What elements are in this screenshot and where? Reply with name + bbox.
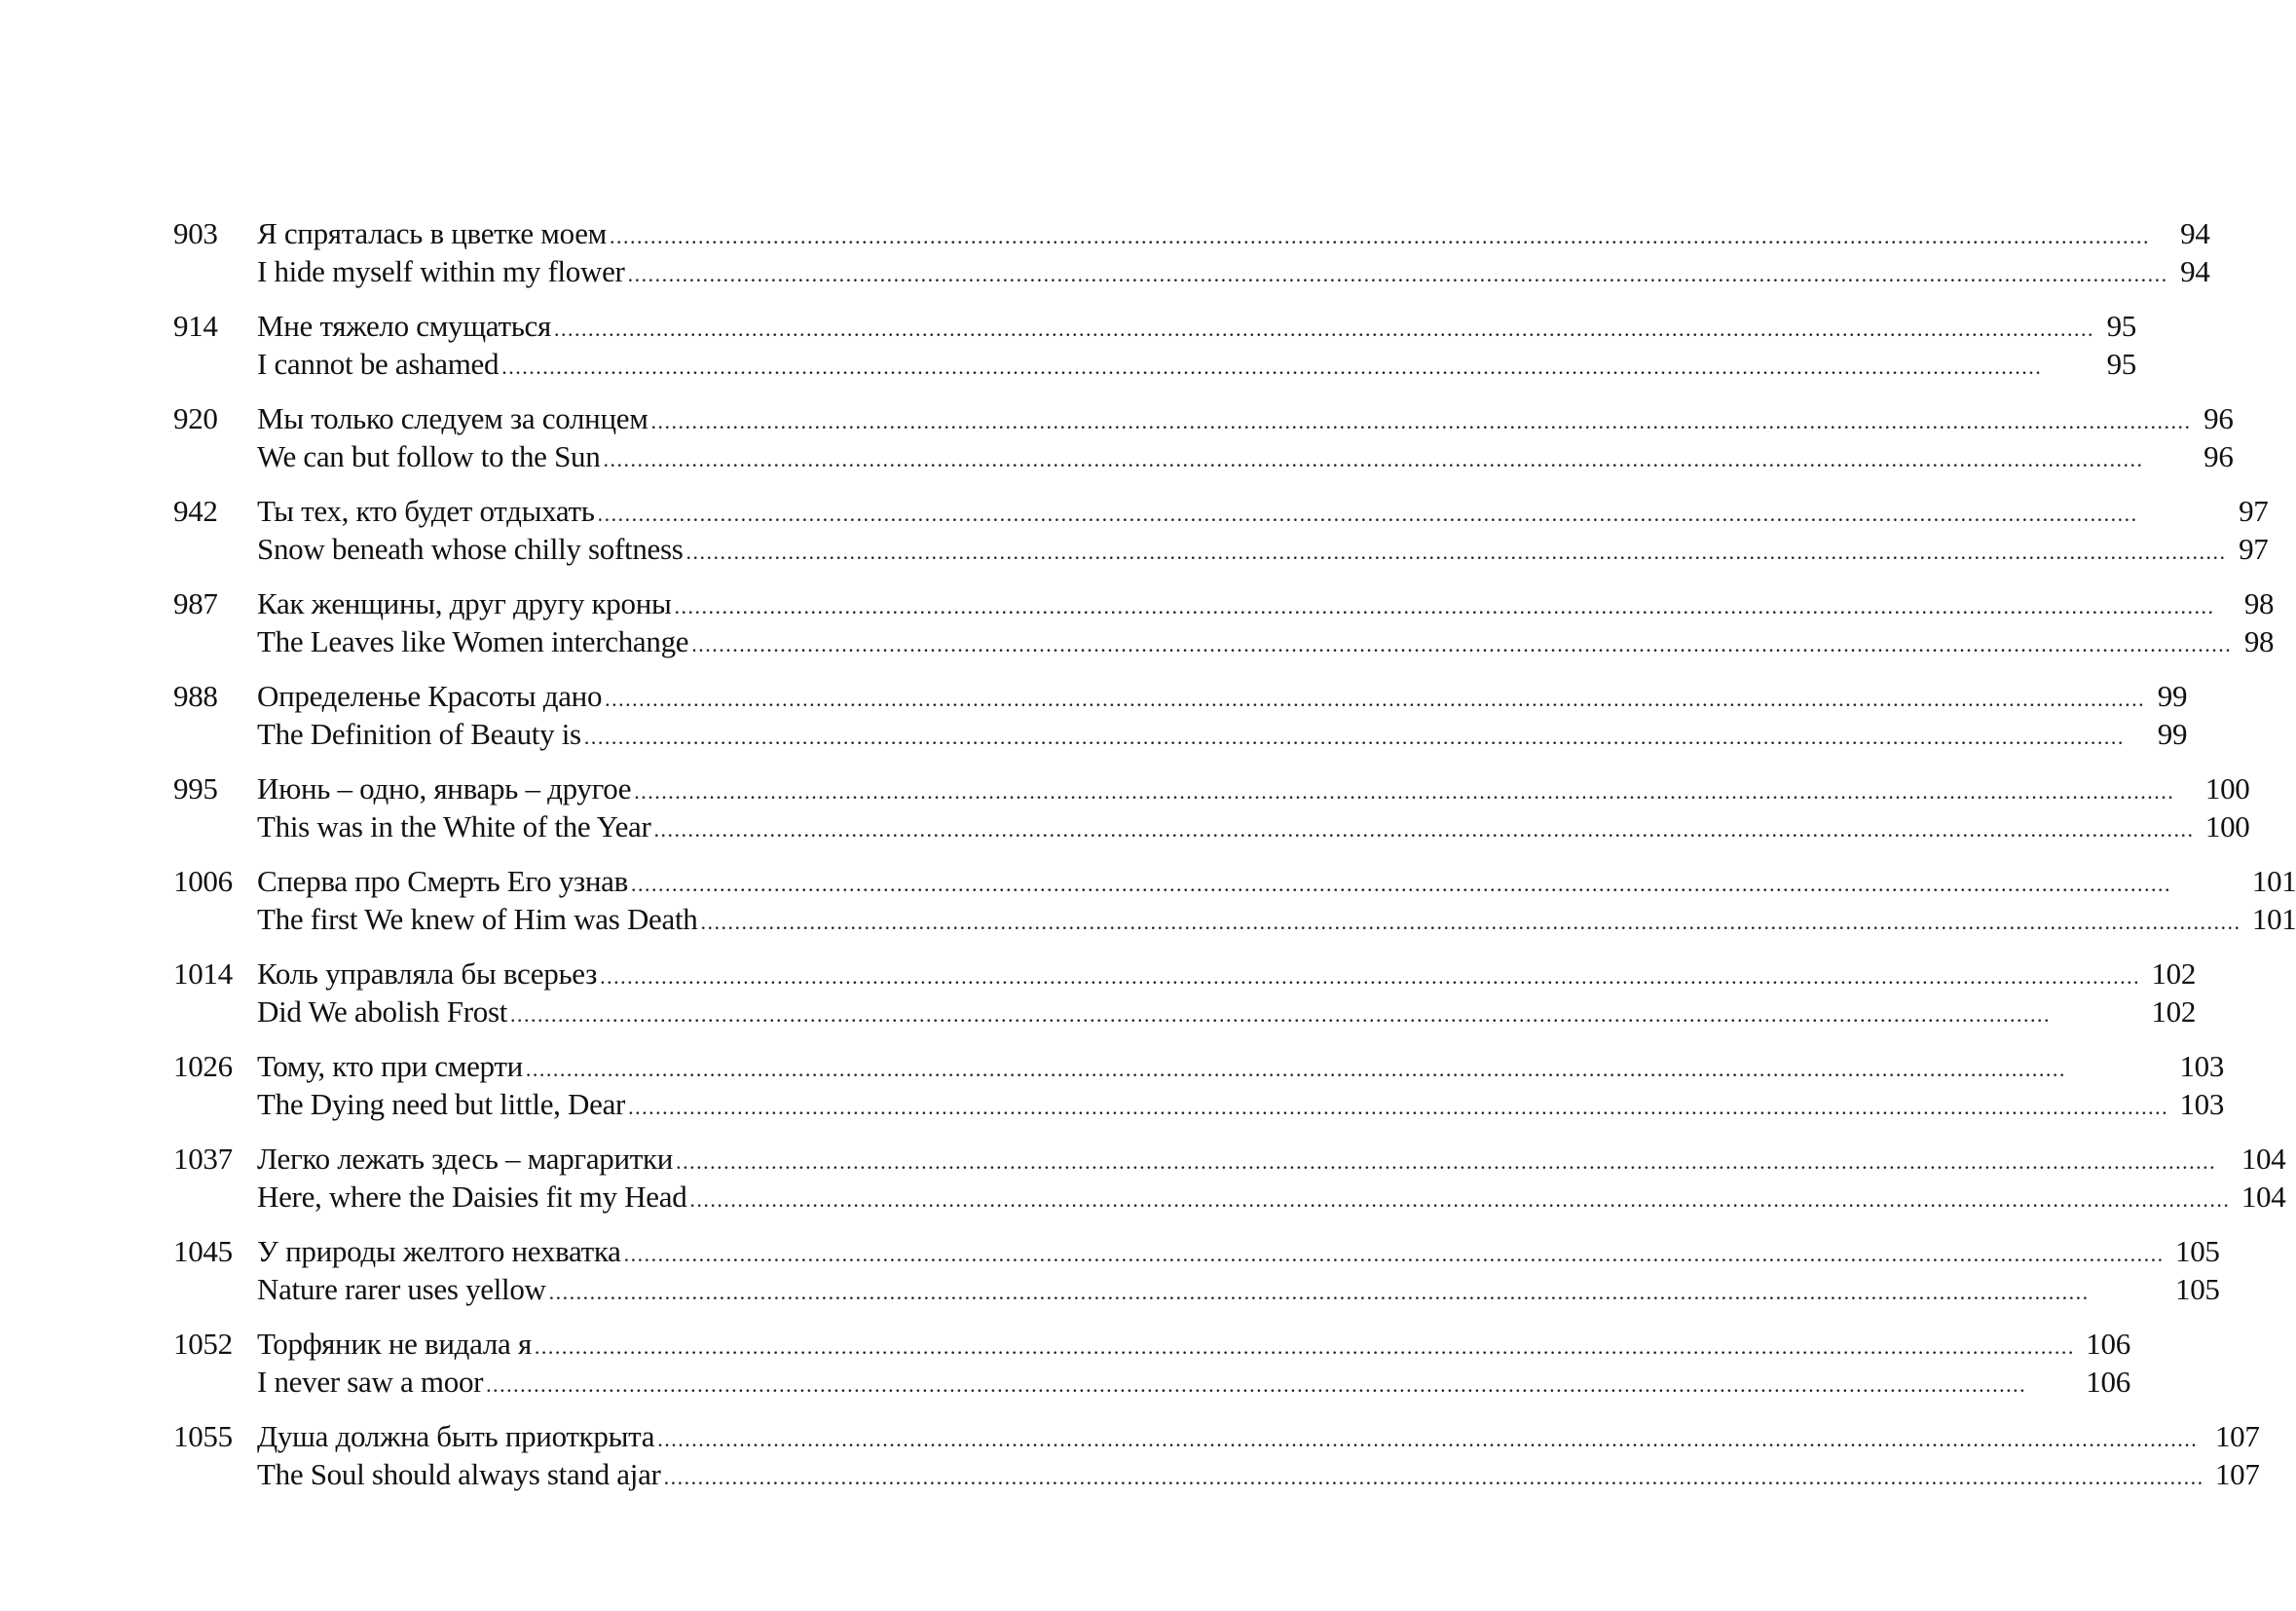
russian-title: Мне тяжело смущаться bbox=[257, 309, 551, 343]
russian-title-line[interactable] bbox=[257, 216, 2210, 254]
page-number: 107 bbox=[2214, 1419, 2260, 1453]
russian-title: У природы желтого нехватка bbox=[257, 1234, 621, 1268]
toc-entry bbox=[173, 1142, 2286, 1218]
dot-leader bbox=[510, 997, 2140, 1032]
english-title: The Definition of Beauty is bbox=[257, 717, 581, 751]
dot-leader bbox=[657, 1422, 2203, 1457]
dot-leader bbox=[628, 1090, 2168, 1125]
russian-title-line[interactable] bbox=[257, 1234, 2220, 1272]
poem-number: 988 bbox=[173, 679, 218, 713]
russian-title-line[interactable] bbox=[257, 586, 2274, 624]
poem-number: 1055 bbox=[173, 1419, 233, 1453]
page-number: 107 bbox=[2214, 1457, 2260, 1491]
russian-title-line[interactable] bbox=[257, 401, 2234, 439]
dot-leader bbox=[605, 682, 2145, 717]
dot-leader bbox=[598, 497, 2227, 532]
poem-number: 1045 bbox=[173, 1234, 233, 1268]
page-number: 101 bbox=[2251, 864, 2296, 898]
page-number: 103 bbox=[2179, 1049, 2225, 1083]
russian-title: Июнь – одно, январь – другое bbox=[257, 771, 632, 806]
english-title-line[interactable] bbox=[257, 347, 2136, 385]
poem-number: 1014 bbox=[173, 956, 233, 991]
page-number: 105 bbox=[2175, 1272, 2220, 1306]
page-number: 99 bbox=[2157, 717, 2188, 751]
page-number: 104 bbox=[2240, 1180, 2286, 1214]
poem-number: 1052 bbox=[173, 1327, 233, 1361]
dot-leader bbox=[486, 1367, 2075, 1403]
page-number: 98 bbox=[2243, 624, 2275, 658]
russian-title: Тому, кто при смерти bbox=[257, 1049, 523, 1083]
russian-title-line[interactable] bbox=[257, 494, 2269, 532]
poem-number: 903 bbox=[173, 216, 218, 250]
table-of-contents bbox=[173, 216, 2296, 1512]
english-title-line[interactable] bbox=[257, 994, 2196, 1032]
dot-leader bbox=[584, 720, 2145, 755]
page-number: 96 bbox=[2203, 401, 2234, 435]
russian-title-line[interactable] bbox=[257, 679, 2187, 717]
page-number: 102 bbox=[2151, 994, 2197, 1029]
toc-entry bbox=[173, 586, 2275, 662]
dot-leader bbox=[675, 589, 2233, 624]
dot-leader bbox=[628, 257, 2168, 292]
dot-leader bbox=[535, 1330, 2075, 1365]
dot-leader bbox=[664, 1460, 2204, 1495]
english-title: I never saw a moor bbox=[257, 1365, 484, 1399]
poem-number: 1026 bbox=[173, 1049, 233, 1083]
dot-leader bbox=[634, 774, 2194, 809]
page-number: 106 bbox=[2086, 1327, 2130, 1361]
russian-title: Ты тех, кто будет отдыхать bbox=[257, 494, 595, 528]
toc-entry bbox=[173, 956, 2197, 1032]
russian-title: Торфяник не видала я bbox=[257, 1327, 532, 1361]
dot-leader bbox=[676, 1144, 2230, 1180]
toc-entry bbox=[173, 771, 2250, 847]
russian-title: Определенье Красоты дано bbox=[257, 679, 603, 713]
english-title-line[interactable] bbox=[257, 624, 2274, 662]
english-title-line[interactable] bbox=[257, 1272, 2220, 1310]
dot-leader bbox=[654, 812, 2195, 847]
english-title: Snow beneath whose chilly softness bbox=[257, 532, 684, 566]
english-title: This was in the White of the Year bbox=[257, 809, 651, 843]
russian-title: Сперва про Смерть Его узнав bbox=[257, 864, 628, 898]
english-title-line[interactable] bbox=[257, 1365, 2130, 1403]
page-number: 100 bbox=[2204, 809, 2250, 843]
toc-entry bbox=[173, 216, 2210, 292]
english-title-line[interactable] bbox=[257, 1087, 2224, 1125]
dot-leader bbox=[600, 959, 2140, 994]
toc-entry bbox=[173, 1419, 2260, 1495]
poem-number: 1037 bbox=[173, 1142, 233, 1176]
page-number: 94 bbox=[2180, 216, 2210, 250]
dot-leader bbox=[554, 312, 2094, 347]
page-number: 104 bbox=[2240, 1142, 2286, 1176]
dot-leader bbox=[549, 1275, 2165, 1310]
russian-title-line[interactable] bbox=[257, 1327, 2130, 1365]
russian-title-line[interactable] bbox=[257, 1419, 2260, 1457]
russian-title: Мы только следуем за солнцем bbox=[257, 401, 648, 435]
english-title-line[interactable] bbox=[257, 809, 2250, 847]
toc-entry bbox=[173, 1327, 2130, 1403]
english-title-line[interactable] bbox=[257, 1180, 2285, 1218]
english-title: I cannot be ashamed bbox=[257, 347, 500, 381]
poem-number: 920 bbox=[173, 401, 218, 435]
russian-title-line[interactable] bbox=[257, 771, 2250, 809]
toc-entry bbox=[173, 679, 2188, 755]
page-number: 95 bbox=[2106, 309, 2136, 343]
page-number: 99 bbox=[2157, 679, 2188, 713]
russian-title-line[interactable] bbox=[257, 956, 2196, 994]
english-title: The Dying need but little, Dear bbox=[257, 1087, 626, 1121]
russian-title-line[interactable] bbox=[257, 864, 2296, 902]
poem-number: 942 bbox=[173, 494, 218, 528]
dot-leader bbox=[526, 1052, 2168, 1087]
russian-title: Как женщины, друг другу кроны bbox=[257, 586, 672, 620]
russian-title-line[interactable] bbox=[257, 309, 2136, 347]
page-number: 101 bbox=[2251, 902, 2296, 936]
dot-leader bbox=[700, 905, 2240, 940]
toc-entry bbox=[173, 1234, 2220, 1310]
page-number: 97 bbox=[2239, 494, 2269, 528]
english-title-line[interactable] bbox=[257, 439, 2234, 477]
english-title: Nature rarer uses yellow bbox=[257, 1272, 546, 1306]
toc-entry bbox=[173, 864, 2296, 940]
english-title-line[interactable] bbox=[257, 532, 2269, 570]
russian-title: Я спряталась в цветке моем bbox=[257, 216, 607, 250]
dot-leader bbox=[651, 404, 2192, 439]
english-title: We can but follow to the Sun bbox=[257, 439, 601, 473]
toc-entry bbox=[173, 401, 2234, 477]
russian-title-line[interactable] bbox=[257, 1049, 2224, 1087]
english-title: Here, where the Daisies fit my Head bbox=[257, 1180, 687, 1214]
dot-leader bbox=[686, 535, 2227, 570]
page-number: 100 bbox=[2204, 771, 2250, 806]
page-number: 98 bbox=[2243, 586, 2275, 620]
page-number: 103 bbox=[2179, 1087, 2225, 1121]
english-title: I hide myself within my flower bbox=[257, 254, 625, 288]
poem-number: 1006 bbox=[173, 864, 233, 898]
english-title: The Leaves like Women interchange bbox=[257, 624, 689, 658]
poem-number: 914 bbox=[173, 309, 218, 343]
english-title: The Soul should always stand ajar bbox=[257, 1457, 661, 1491]
english-title-line[interactable] bbox=[257, 902, 2296, 940]
english-title-line[interactable] bbox=[257, 1457, 2260, 1495]
english-title: Did We abolish Frost bbox=[257, 994, 508, 1029]
page-number: 94 bbox=[2180, 254, 2210, 288]
page-number: 106 bbox=[2086, 1365, 2130, 1399]
page-number: 102 bbox=[2151, 956, 2197, 991]
page-number: 97 bbox=[2239, 532, 2269, 566]
dot-leader bbox=[603, 442, 2191, 477]
toc-entry bbox=[173, 494, 2269, 570]
dot-leader bbox=[624, 1237, 2165, 1272]
page-number: 105 bbox=[2175, 1234, 2220, 1268]
english-title-line[interactable] bbox=[257, 717, 2187, 755]
russian-title: Коль управляла бы всерьез bbox=[257, 956, 598, 991]
dot-leader bbox=[689, 1182, 2230, 1218]
poem-number: 987 bbox=[173, 586, 218, 620]
poem-number: 995 bbox=[173, 771, 218, 806]
dot-leader bbox=[631, 867, 2241, 902]
russian-title: Легко лежать здесь – маргаритки bbox=[257, 1142, 674, 1176]
english-title: The first We knew of Him was Death bbox=[257, 902, 698, 936]
toc-entry bbox=[173, 309, 2136, 385]
english-title-line[interactable] bbox=[257, 254, 2210, 292]
dot-leader bbox=[610, 219, 2168, 254]
toc-entry bbox=[173, 1049, 2225, 1125]
russian-title: Душа должна быть приоткрыта bbox=[257, 1419, 655, 1453]
page-number: 95 bbox=[2106, 347, 2136, 381]
dot-leader bbox=[691, 627, 2232, 662]
russian-title-line[interactable] bbox=[257, 1142, 2285, 1180]
page-number: 96 bbox=[2203, 439, 2234, 473]
dot-leader bbox=[501, 350, 2094, 385]
